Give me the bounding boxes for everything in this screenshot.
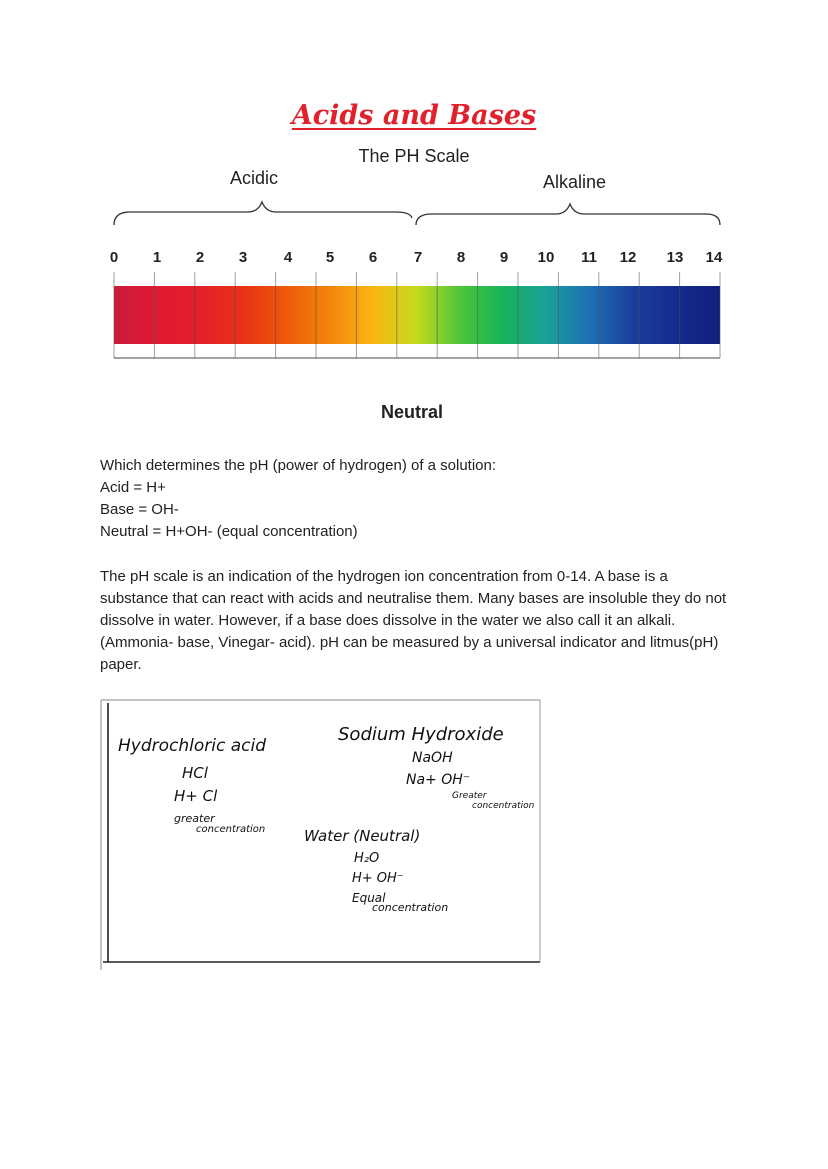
page-title: Acids and Bases (291, 100, 537, 131)
water-note-concentration: concentration (372, 901, 449, 914)
base-ions: Na+ OH⁻ (406, 772, 471, 788)
ph-number: 14 (705, 249, 723, 266)
base-note-greater: Greater (452, 791, 487, 801)
acid-ions: H+ Cl (174, 787, 218, 805)
neutral-definition: Neutral = H+OH- (equal concentration) (100, 523, 358, 540)
acid-note-concentration: concentration (196, 824, 266, 835)
water-name: Water (Neutral) (304, 827, 421, 845)
neutral-label: Neutral (381, 402, 444, 422)
base-note-concentration: concentration (472, 801, 535, 811)
water-formula: H₂O (354, 851, 380, 866)
ph-scale-paragraph: The pH scale is an indication of the hydrogen ion concentration from 0-14. A base is a substance that can react with acids and neutralise them. Many bases are insoluble they do not dissolve in water. However, if a base does dissolve in the water we also call it an alkali. (Ammonia- base, Vinegar- acid). pH can be measured by a universal indicator and litmus(pH) paper. (100, 568, 727, 673)
base-formula: NaOH (412, 750, 453, 766)
ph-number: 7 (413, 249, 423, 266)
water-ions: H+ OH⁻ (352, 871, 404, 886)
ph-number: 8 (456, 249, 466, 266)
acid-name: Hydrochloric acid (118, 736, 267, 756)
water-note-equal: Equal (352, 891, 386, 905)
ph-number: 5 (325, 249, 335, 266)
acid-definition: Acid = H+ (100, 479, 166, 496)
ph-number: 12 (619, 249, 637, 266)
ph-number: 0 (109, 249, 119, 266)
ph-number: 11 (581, 249, 597, 266)
ph-number: 4 (283, 249, 293, 266)
ph-number: 9 (499, 249, 509, 266)
base-name: Sodium Hydroxide (338, 724, 504, 745)
base-definition: Base = OH- (100, 501, 179, 518)
acid-note-greater: greater (174, 812, 215, 825)
alkaline-label: Alkaline (543, 172, 607, 192)
ph-number: 10 (537, 249, 555, 266)
acidic-label: Acidic (230, 168, 279, 188)
ph-number: 3 (238, 249, 248, 266)
ph-number: 2 (195, 249, 205, 266)
ph-number: 13 (666, 249, 684, 266)
page-subtitle: The PH Scale (358, 146, 470, 166)
intro-line: Which determines the pH (power of hydrogen) of a solution: (100, 457, 497, 474)
ph-number: 1 (152, 249, 162, 266)
ph-number: 6 (368, 249, 378, 266)
acid-formula: HCl (182, 764, 208, 782)
